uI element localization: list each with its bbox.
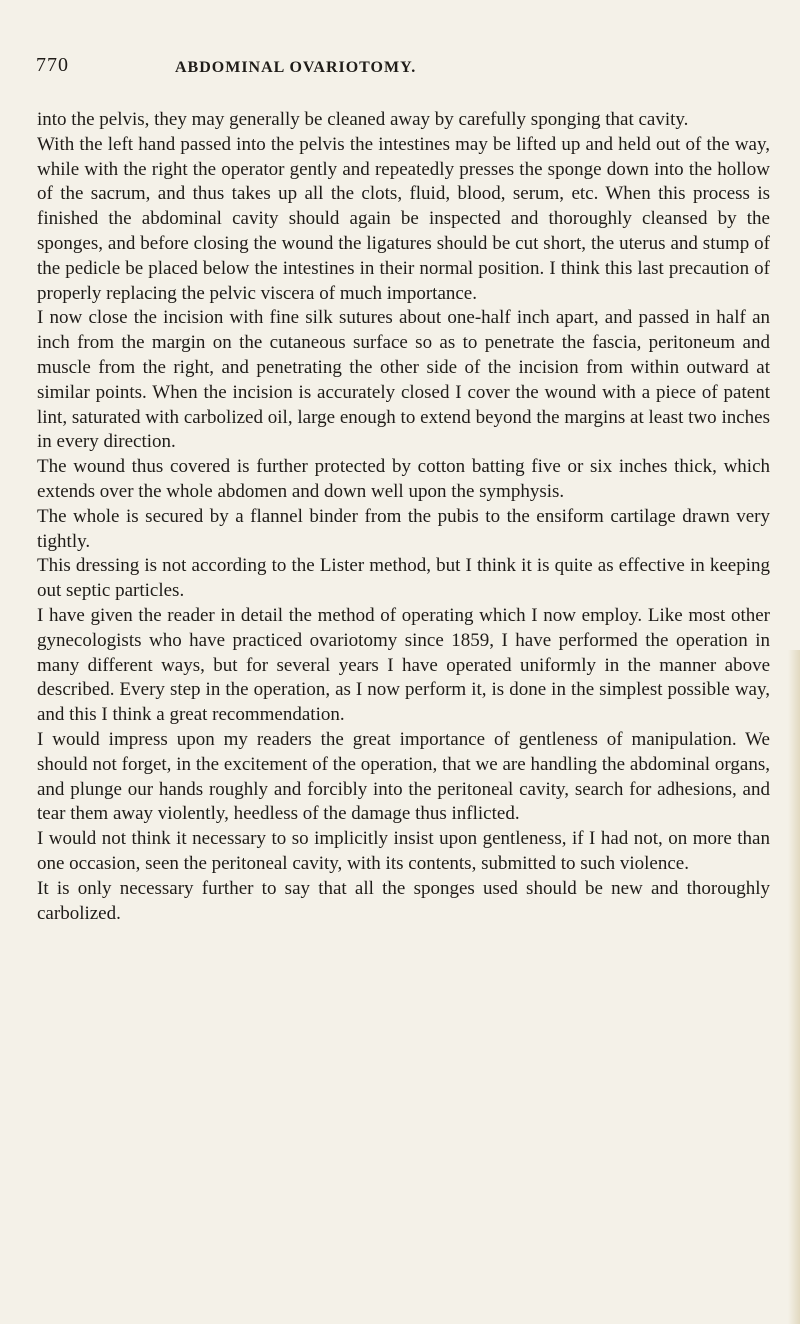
paragraph: I would not think it necessary to so implicitly insist upon gentleness, if I had not, on more than one occasion, seen the peritoneal cavity, with its contents, submitted to such violence. bbox=[37, 828, 770, 874]
paragraph: It is only necessary further to say that all the sponges used should be new and thoroughly carbolized. bbox=[37, 877, 770, 924]
body-text bbox=[37, 108, 770, 926]
paragraph: into the pelvis, they may generally be cleaned away by carefully sponging that cavity. bbox=[37, 109, 689, 130]
running-title: ABDOMINAL OVARIOTOMY. bbox=[175, 59, 417, 76]
paragraph: With the left hand passed into the pelvis the intestines may be lifted up and held out of the way, while with the right the operator gently and repeatedly presses the sponge down into the hollow of the sacrum, and thus takes up all the clots, fluid, blood, serum, etc. When this process is finished the abdominal cavity should again be inspected and thoroughly cleansed by the sponges, and before closing the wound the ligatures should be cut short, the uterus and stump of the pedicle be placed below the intestines in their normal position. I think this last precaution of properly replacing the pelvic viscera of much importance. bbox=[37, 133, 770, 304]
page-edge-shadow bbox=[788, 650, 800, 1324]
paragraph: I would impress upon my readers the great importance of gentleness of manipulation. We should not forget, in the excitement of the operation, that we are handling the abdominal organs, and plunge our hands roughly and forcibly into the peritoneal cavity, search for adhesions, and tear them away violently, heedless of the damage thus inflicted. bbox=[37, 728, 770, 825]
paragraph: I now close the incision with fine silk sutures about one-half inch apart, and passed in half an inch from the margin on the cutaneous surface so as to penetrate the fascia, peritoneum and muscle from the right, and penetrating the other side of the incision from within outward at similar points. When the incision is accurately closed I cover the wound with a piece of patent lint, saturated with carbolized oil, large enough to extend beyond the margins at least two inches in every direction. bbox=[37, 307, 770, 453]
paragraph: I have given the reader in detail the method of operating which I now employ. Like most other gynecologists who have practiced ovariotomy since 1859, I have performed the operation in many different ways, but for several years I have operated uniformly in the manner above described. Every step in the operation, as I now perform it, is done in the simplest possible way, and this I think a great recommendation. bbox=[37, 604, 770, 726]
paragraph: The whole is secured by a flannel binder from the pubis to the ensiform cartilage drawn very tightly. bbox=[37, 505, 770, 552]
paragraph: The wound thus covered is further protected by cotton batting five or six inches thick, which extends over the whole abdomen and down well upon the symphysis. bbox=[37, 456, 770, 502]
page-number: 770 bbox=[36, 54, 69, 76]
paragraph: This dressing is not according to the Lister method, but I think it is quite as effective in keeping out septic particles. bbox=[37, 555, 770, 602]
